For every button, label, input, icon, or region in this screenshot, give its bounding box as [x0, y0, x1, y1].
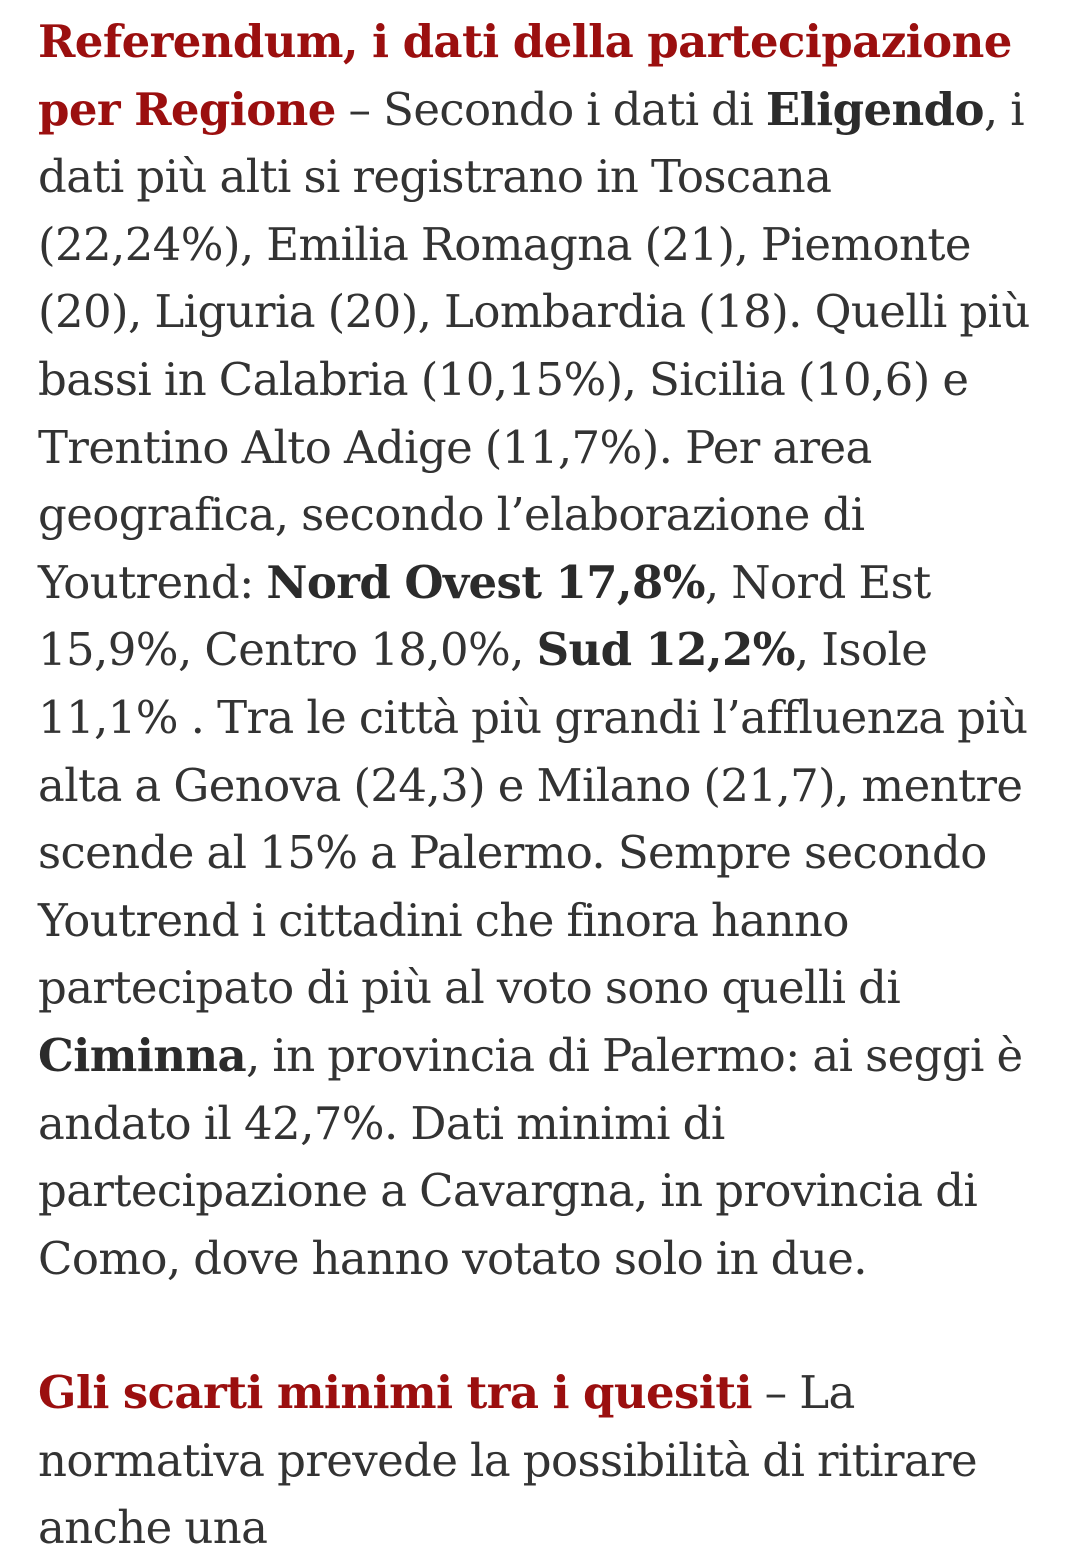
paragraph-text: , Isole 11,1% . Tra le città più grandi l’affluenza più alta a Genova (24,3) e Milano (21,7), mentre scende al 15% a Palermo. Sempre secondo Youtrend i cittadini che finora hanno partecipato di più al voto sono quelli di	[38, 623, 1028, 1015]
paragraph-text: – La normativa prevede la possibilità di ritirare anche una	[38, 1366, 978, 1555]
paragraph-text: – Secondo i dati di	[335, 82, 766, 136]
bold-term: Ciminna	[38, 1028, 247, 1082]
paragraph-text: , i dati più alti si registrano in Toscana (22,24%), Emilia Romagna (21), Piemonte (20), Liguria (20), Lombardia (18). Quelli più bassi in Calabria (10,15%), Sicilia (10,6) e Trentino Alto Adige (11,7%). Per area geografica, secondo l’elaborazione di Youtrend:	[38, 82, 1030, 609]
bold-term: Sud 12,2%	[536, 623, 795, 677]
bold-term: Nord Ovest 17,8%	[266, 555, 705, 609]
paragraph-question-gaps	[38, 1359, 1042, 1562]
paragraph-lead: Referendum, i dati della partecipazione per Regione	[38, 15, 1012, 136]
paragraph-text: , Nord Est 15,9%, Centro 18,0%,	[38, 555, 931, 677]
paragraph-lead: Gli scarti minimi tra i quesiti	[38, 1366, 752, 1420]
paragraph-regional-turnout	[38, 8, 1042, 1292]
paragraph-text: , in provincia di Palermo: ai seggi è andato il 42,7%. Dati minimi di partecipazione a Cavargna, in provincia di Como, dove hanno votato solo in due.	[38, 1028, 1023, 1285]
bold-term: Eligendo	[765, 82, 984, 136]
